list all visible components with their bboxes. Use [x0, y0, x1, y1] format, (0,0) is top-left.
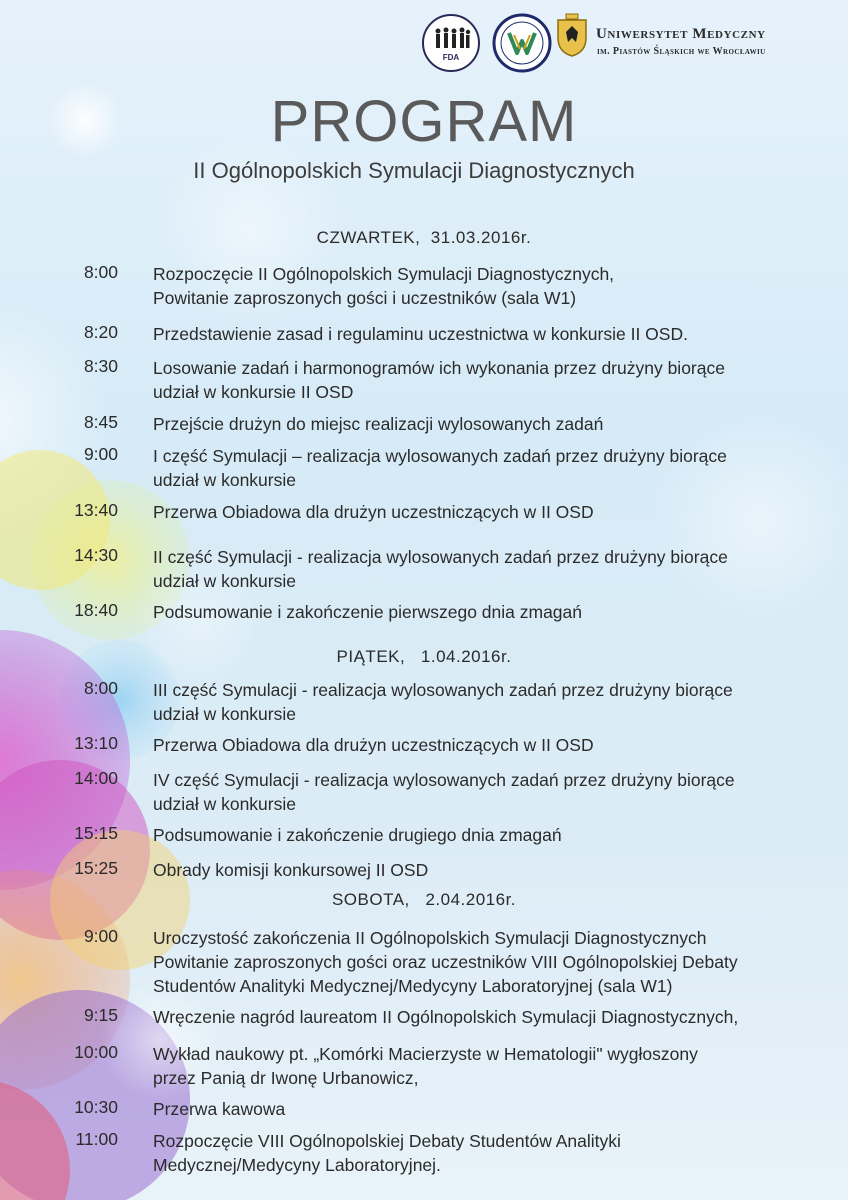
event-time: 8:45: [83, 412, 118, 432]
day-header-saturday: SOBOTA, 2.04.2016r.: [331, 890, 517, 909]
logo-bar: [420, 10, 840, 74]
event-time: 15:25: [74, 858, 118, 878]
fda-logo: [422, 14, 480, 72]
event-time: 13:40: [74, 500, 118, 520]
event-description: Przedstawienie zasad i regulaminu uczestnictwa w konkursie II OSD.: [153, 324, 688, 344]
event-time: 8:00: [83, 678, 118, 698]
event-description: Przerwa Obiadowa dla drużyn uczestniczących w II OSD: [153, 735, 594, 755]
event-description: Podsumowanie i zakończenie drugiego dnia zmagań: [153, 825, 562, 845]
event-description: III część Symulacji - realizacja wylosowanych zadań przez drużyny biorące udział w konkursie: [153, 680, 733, 724]
event-description: Przerwa kawowa: [153, 1099, 286, 1119]
event-description: Losowanie zadań i harmonogramów ich wykonania przez drużyny biorące udział w konkursie II OSD: [153, 358, 725, 402]
event-time: 14:30: [74, 545, 118, 565]
event-time: 11:00: [75, 1129, 118, 1149]
event-time: 10:30: [74, 1097, 118, 1117]
event-description: IV część Symulacji - realizacja wylosowanych zadań przez drużyny biorące udział w konkursie: [153, 770, 735, 814]
event-description: Przerwa Obiadowa dla drużyn uczestniczących w II OSD: [153, 502, 594, 522]
day-header-friday: PIĄTEK, 1.04.2016r.: [336, 647, 512, 666]
event-time: 9:00: [83, 926, 118, 946]
event-description: Wręczenie nagród laureatom II Ogólnopolskich Symulacji Diagnostycznych,: [153, 1007, 739, 1027]
people-icon: [432, 26, 472, 52]
day-header-thursday: CZWARTEK, 31.03.2016r.: [316, 228, 532, 247]
event-description: Przejście drużyn do miejsc realizacji wylosowanych zadań: [153, 414, 604, 434]
event-time: 10:00: [74, 1042, 118, 1062]
page-title: PROGRAM: [270, 89, 578, 154]
university-crest-icon: [554, 12, 590, 58]
event-description: II część Symulacji - realizacja wylosowanych zadań przez drużyny biorące udział w konkursie: [153, 547, 728, 591]
event-time: 8:00: [83, 262, 118, 282]
student-society-logo: [492, 13, 552, 73]
fda-logo-text: FDA: [442, 53, 460, 62]
university-name: Uniwersytet Medyczny: [596, 26, 766, 42]
event-time: 8:30: [83, 356, 118, 376]
event-description: Obrady komisji konkursowej II OSD: [153, 860, 429, 880]
event-time: 15:15: [74, 823, 118, 843]
event-description: Wykład naukowy pt. „Komórki Macierzyste w Hematologii" wygłoszony przez Panią dr Iwonę Urbanowicz,: [153, 1044, 698, 1088]
event-time: 14:00: [74, 768, 118, 788]
page-subtitle: II Ogólnopolskich Symulacji Diagnostycznych: [193, 158, 635, 183]
event-time: 9:15: [83, 1005, 118, 1025]
event-time: 9:00: [83, 444, 118, 464]
event-description: I część Symulacji – realizacja wylosowanych zadań przez drużyny biorące udział w konkursie: [153, 446, 727, 490]
event-description: Rozpoczęcie VIII Ogólnopolskiej Debaty Studentów Analityki Medycznej/Medycyny Laboratoryjnej.: [153, 1131, 621, 1175]
event-description: Podsumowanie i zakończenie pierwszego dnia zmagań: [153, 602, 582, 622]
event-time: 8:20: [83, 322, 118, 342]
event-description: Rozpoczęcie II Ogólnopolskich Symulacji Diagnostycznych, Powitanie zaproszonych gości i uczestników (sala W1): [153, 264, 615, 308]
event-time: 13:10: [74, 733, 118, 753]
event-description: Uroczystość zakończenia II Ogólnopolskich Symulacji Diagnostycznych Powitanie zaproszonych gości oraz uczestników VIII Ogólnopolskiej Debaty Studentów Analityki Medycznej/Medycyny Laboratoryjnej (sala W1): [153, 928, 738, 996]
event-time: 18:40: [74, 600, 118, 620]
university-subname: im. Piastów Śląskich we Wrocławiu: [597, 46, 766, 57]
